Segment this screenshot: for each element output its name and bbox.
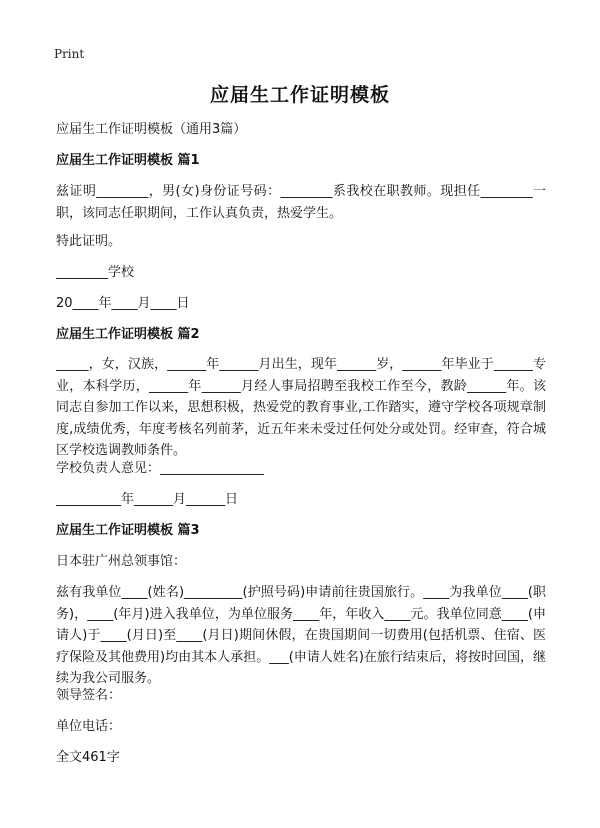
section-3-leader-signature: 领导签名： xyxy=(56,688,122,703)
document-subtitle: 应届生工作证明模板（通用3篇） xyxy=(56,122,247,137)
section-3-paragraph-body: 兹有我单位____(姓名)_________(护照号码)申请前往贵国旅行。____为我单位____(职务)，____(年月)进入我单位，为单位服务____年，年收入____元。我单位同意____(申请人)于____(月日)至____(月日)期间休假，在贵国期间一切费用(包括机票、住宿、医疗保险及其他费用)均由其本人承担。___(申请人姓名)在旅行结束后，将按时回国，继续为我公司服务。 xyxy=(56,585,546,686)
section-1-paragraph-1: 兹证明________，男(女)身份证号码：________系我校在职教师。现担任________一职，该同志任职期间，工作认真负责，热爱学生。 xyxy=(56,184,546,221)
section-1-paragraph-2: 特此证明。 xyxy=(56,234,122,249)
section-2-paragraph-1: _____，女，汉族，______年______月出生，现年______岁，______年毕业于______专业，本科学历，______年______月经人事局招聘至我校工作至今，教龄______年。该同志自参加工作以来，思想积极，热爱党的教育事业,工作踏实，遵守学校各项规章制度,成绩优秀，年度考核名列前茅，近五年来未受过任何处分或处罚。经审查，符合城区学校选调教师条件。 xyxy=(56,357,546,458)
section-1-date: 20____年____月____日 xyxy=(56,296,190,311)
word-count: 全文461字 xyxy=(56,750,120,765)
document-title: 应届生工作证明模板 xyxy=(209,84,390,106)
section-heading-3: 应届生工作证明模板 篇3 xyxy=(56,523,200,538)
print-label: Print xyxy=(54,47,85,61)
section-2-principal-opinion: 学校负责人意见：________________ xyxy=(56,461,265,476)
section-1-signature-school: ________学校 xyxy=(56,265,135,280)
section-heading-2: 应届生工作证明模板 篇2 xyxy=(56,327,200,342)
section-2-date: __________年______月______日 xyxy=(56,492,239,507)
section-3-recipient: 日本驻广州总领事馆： xyxy=(56,554,187,569)
section-heading-1: 应届生工作证明模板 篇1 xyxy=(56,153,200,168)
section-3-unit-phone: 单位电话： xyxy=(56,719,122,734)
